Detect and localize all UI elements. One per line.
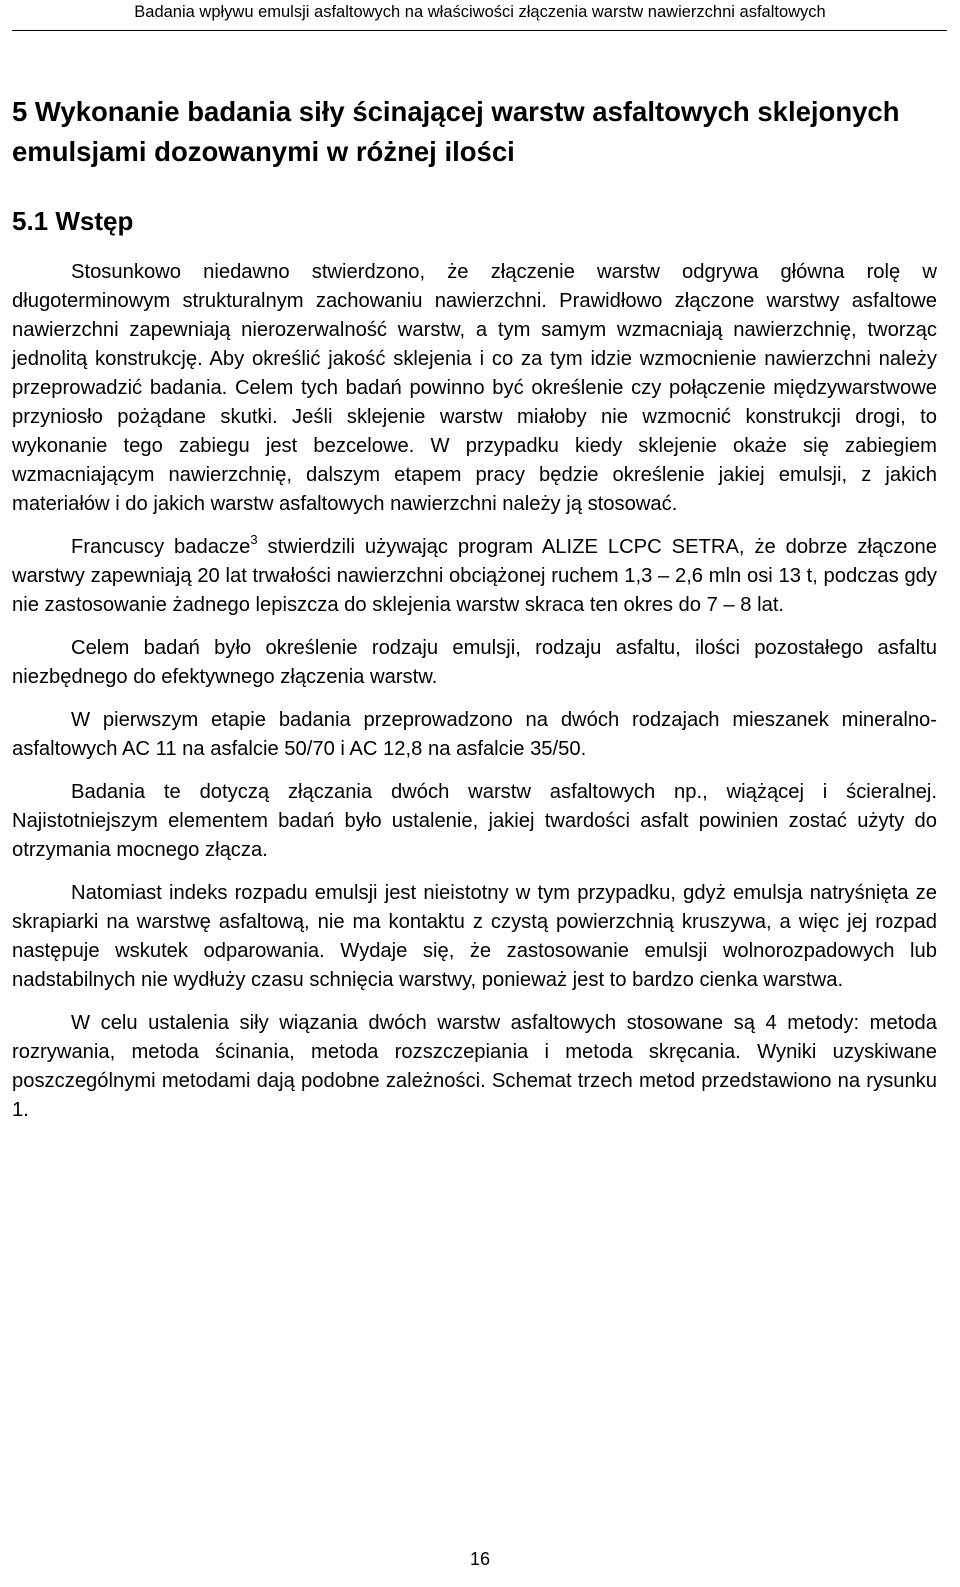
- paragraph-7: W celu ustalenia siły wiązania dwóch warstw asfaltowych stosowane są 4 metody: metoda rozrywania, metoda ścinania, metoda rozszczepiania i metoda skręcania. Wyniki uzyskiwane poszczególnymi metodami dają podobne zależności. Schemat trzech metod przedstawiono na rysunku 1.: [12, 1012, 937, 1121]
- paragraph-5: Badania te dotyczą złączania dwóch warstw asfaltowych np., wiążącej i ścieralnej. Najistotniejszym elementem badań było ustalenie, jakiej twardości asfalt powinien zostać użyty do otrzymania mocnego złącza.: [12, 781, 937, 861]
- body-text: [12, 258, 937, 1125]
- paragraph-2-start: Francuscy badacze: [71, 536, 251, 558]
- page-number: 16: [469, 1549, 491, 1569]
- footnote-reference[interactable]: 3: [250, 532, 258, 547]
- paragraph-4: W pierwszym etapie badania przeprowadzono na dwóch rodzajach mieszanek mineralno-asfaltowych AC 11 na asfalcie 50/70 i AC 12,8 na asfalcie 35/50.: [12, 709, 937, 760]
- paragraph-6: Natomiast indeks rozpadu emulsji jest nieistotny w tym przypadku, gdyż emulsja natryśnięta ze skrapiarki na warstwę asfaltową, nie ma kontaktu z czystą powierzchnią kruszywa, a więc jej rozpad następuje wskutek odparowania. Wydaje się, że zastosowanie emulsji wolnorozpadowych lub nadstabilnych nie wydłuży czasu schnięcia warstwy, ponieważ jest to bardzo cienka warstwa.: [12, 882, 937, 991]
- section-title: 5.1 Wstęp: [12, 206, 134, 236]
- running-header: Badania wpływu emulsji asfaltowych na właściwości złączenia warstw nawierzchni asfaltowych: [134, 3, 826, 21]
- paragraph-2: [12, 533, 937, 620]
- chapter-title: 5 Wykonanie badania siły ścinającej warstw asfaltowych sklejonych emulsjami dozowanymi w różnej ilości: [12, 96, 900, 167]
- paragraph-1: Stosunkowo niedawno stwierdzono, że złączenie warstw odgrywa główna rolę w długoterminowym strukturalnym zachowaniu nawierzchni. Prawidłowo złączone warstwy asfaltowe nawierzchni zapewniają nierozerwalność warstw, a tym samym wzmacniają nawierzchnię, tworząc jednolitą konstrukcję. Aby określić jakość sklejenia i co za tym idzie wzmocnienie nawierzchni należy przeprowadzić badania. Celem tych badań powinno być określenie czy połączenie międzywarstwowe przyniosło pożądane skutki. Jeśli sklejenie warstw miałoby nie wzmocnić konstrukcji drogi, to wykonanie tego zabiegu jest bezcelowe. W przypadku kiedy sklejenie okaże się zabiegiem wzmacniającym nawierzchnię, dalszym etapem pracy będzie określenie jakiej emulsji, z jakich materiałów i do jakich warstw asfaltowych nawierzchni należy ją stosować.: [12, 261, 937, 515]
- paragraph-3: Celem badań było określenie rodzaju emulsji, rodzaju asfaltu, ilości pozostałego asfaltu niezbędnego do efektywnego złączenia warstw.: [12, 637, 937, 688]
- header-divider: [12, 30, 947, 31]
- paragraph-2-rest: stwierdzili używając program ALIZE LCPC SETRA, że dobrze złączone warstwy zapewniają 20 lat trwałości nawierzchni obciążonej ruchem 1,3 – 2,6 mln osi 13 t, podczas gdy nie zastosowanie żadnego lepiszcza do sklejenia warstw skraca ten okres do 7 – 8 lat.: [12, 536, 938, 616]
